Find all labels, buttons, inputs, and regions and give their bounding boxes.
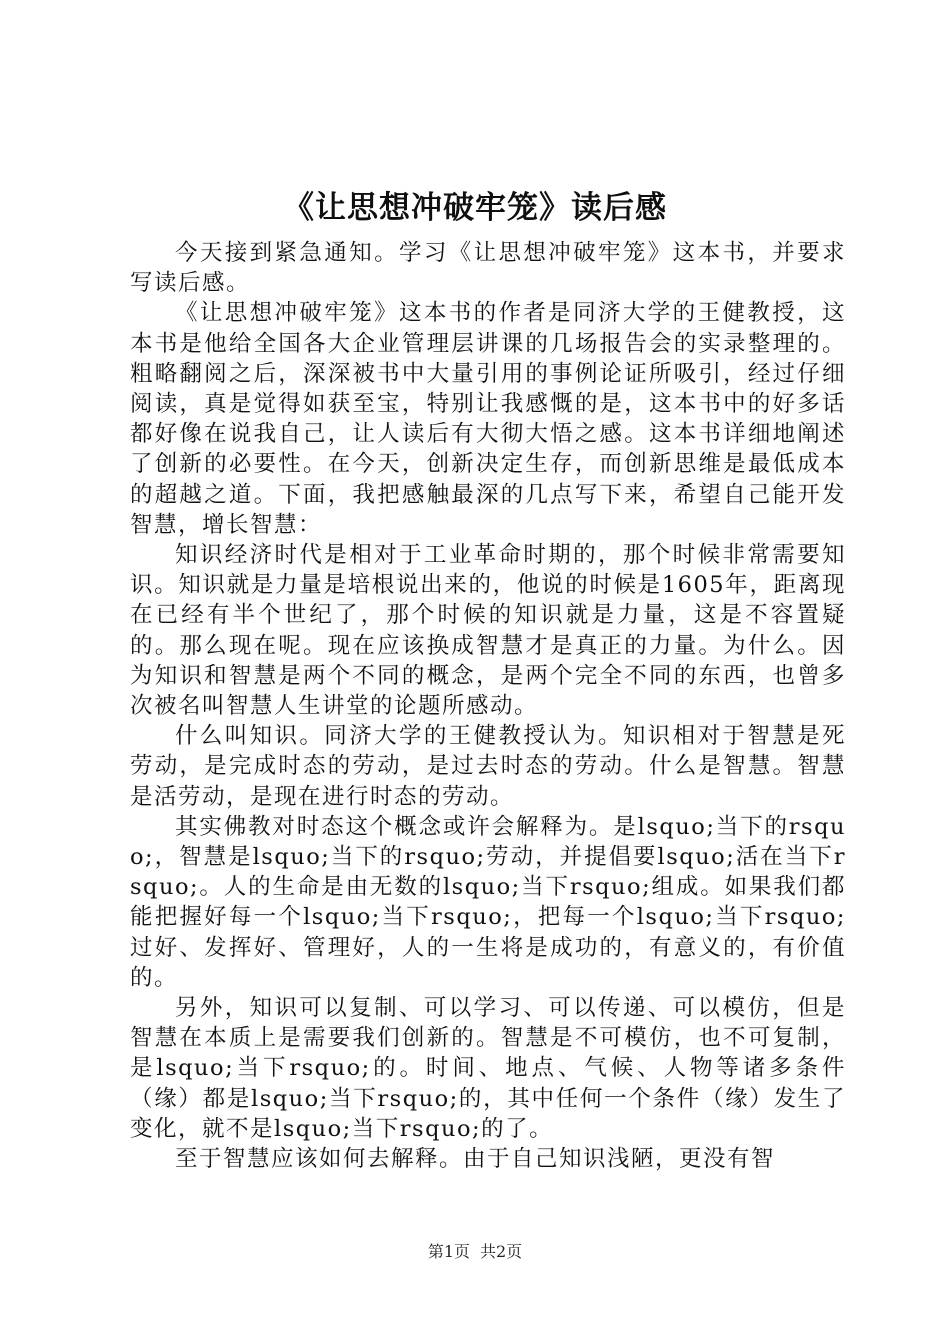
page-title: 《让思想冲破牢笼》读后感 xyxy=(283,190,667,226)
total-pages: 共2页 xyxy=(480,1242,523,1261)
paragraph: 另外，知识可以复制、可以学习、可以传递、可以模仿，但是智慧在本质上是需要我们创新的。智慧是不可模仿，也不可复制，是lsquo;当下rsquo;的。时间、地点、气候、人物等诸多条件（缘）都是lsquo;当下rsquo;的，其中任何一个条件（缘）发生了变化，就不是lsquo;当下rsquo;的了。 xyxy=(130,995,846,1142)
paragraph: 其实佛教对时态这个概念或许会解释为。是lsquo;当下的rsquo;，智慧是lsquo;当下的rsquo;劳动，并提倡要lsquo;活在当下rsquo;。人的生命是由无数的lsquo;当下rsquo;组成。如果我们都能把握好每一个lsquo;当下rsquo;，把每一个lsquo;当下rsquo;过好、发挥好、管理好，人的一生将是成功的，有意义的，有价值的。 xyxy=(130,813,846,991)
paragraph: 什么叫知识。同济大学的王健教授认为。知识相对于智慧是死劳动，是完成时态的劳动，是过去时态的劳动。什么是智慧。智慧是活劳动，是现在进行时态的劳动。 xyxy=(130,723,846,810)
page-number: 第1页 xyxy=(427,1242,470,1261)
paragraph: 至于智慧应该如何去解释。由于自己知识浅陋，更没有智 xyxy=(175,1146,776,1173)
paragraph: 《让思想冲破牢笼》这本书的作者是同济大学的王健教授，这本书是他给全国各大企业管理层讲课的几场报告会的实录整理的。粗略翻阅之后，深深被书中大量引用的事例论证所吸引，经过仔细阅读，真是觉得如获至宝，特别让我感慨的是，这本书中的好多话都好像在说我自己，让人读后有大彻大悟之感。这本书详细地阐述了创新的必要性。在今天，创新决定生存，而创新思维是最低成本的超越之道。下面，我把感触最深的几点写下来，希望自己能开发智慧，增长智慧： xyxy=(130,300,846,538)
document-body xyxy=(130,238,846,1174)
paragraph: 今天接到紧急通知。学习《让思想冲破牢笼》这本书，并要求写读后感。 xyxy=(130,240,846,297)
paragraph: 知识经济时代是相对于工业革命时期的，那个时候非常需要知识。知识就是力量是培根说出来的，他说的时候是1605年，距离现在已经有半个世纪了，那个时候的知识就是力量，这是不容置疑的。那么现在呢。现在应该换成智慧才是真正的力量。为什么。因为知识和智慧是两个不同的概念，是两个完全不同的东西，也曾多次被名叫智慧人生讲堂的论题所感动。 xyxy=(130,542,846,720)
page-footer xyxy=(0,1241,950,1263)
